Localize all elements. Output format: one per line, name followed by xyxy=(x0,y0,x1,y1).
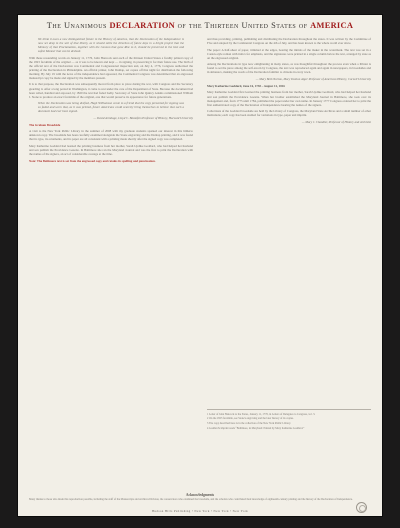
right-signature: — Mary Beth Norton, Mary Donlon Alger Professor of American History, Cornell University xyxy=(255,76,371,81)
left-signature: — David Armitage, Lloyd C. Blankfein Professor of History, Harvard University xyxy=(93,115,193,120)
footnote-rule xyxy=(207,409,371,410)
seal-emblem xyxy=(356,502,367,513)
right-paragraph-1: and thus providing, printing, publishing and distributing the Declaration throughout the states. It was written by the Committee of Five and adopted by the Continental Congress on the 4th of July, and has been known to the whole world ever since. xyxy=(207,37,371,46)
right-paragraph-3: Among the Declarations in type now enlightening in many states, as was thoughtful throughout the process even when a Printer is found to set the piece among the self-sworn by Congress, the text was reproduced again and again in newspapers, in broadsides and in almanacs, making the words of the Declaration familiar to citizens in every town. xyxy=(207,62,371,75)
left-paragraph-2: It is to that purpose, the Declaration was subsequently moved from place to place during the war, with Congress and the Secretary guarding it. After a long period in Washington, it came to rest under the care of the Department of State. Because the document had been rolled, handled and exposed, by 1820 the text had faded badly. Secretary of State John Quincy Adams commissioned William J. Stone to produce an exact facsimile of the original, one that would preserve its appearance for future generations. xyxy=(29,82,193,99)
footnotes xyxy=(207,406,371,432)
right-column xyxy=(207,37,371,403)
right-signature-2: — Mary J. Chandler, Professor of History and Archivist xyxy=(301,119,371,124)
right-paragraph-2: The paper: A half-sheet of paper, trimmed at the edges, bearing the initials of the maker in the watermark. The text was set in a Caslon-style roman with italics for emphasis, and the signatures were printed in a single column below the text, arranged by state as on the engrossed original. xyxy=(207,47,371,60)
acknowledgments-heading: Acknowledgments xyxy=(185,493,215,497)
right-paragraph-5: Collections of the Goddard broadside are held by the Library of Congress, the Maryland State Archives and a small number of other institutions; each copy has been studied for variations in type, paper and imprint. xyxy=(207,109,371,118)
acknowledgments xyxy=(29,493,371,502)
title-middle: of the Thirteen United States of xyxy=(177,21,308,30)
title-highlight: DECLARATION xyxy=(109,21,175,30)
left-paragraph-1: With these resounding words on January 11, 1776, John Hancock sent each of the thirteen United States a freshly printed copy of the 1823 facsimile of the original — as it was to be known and kept — in signing, in preserving it for their future use. The birth of the official text of the Declaration was Continental and Congressional inspection and, on July 4, 1776, Congress authorized the printing of the Declaration in Philadelphia. An official printer, John Dunlap, set copies off that night for distribution the following morning. By July 19 with the news of the independence had appeared, the Continental Congress was determined that an engrossed manuscript copy be made and signed by the members present. xyxy=(29,55,193,80)
publisher-line: Hudson Hills Publishing • New York • New York • New York xyxy=(151,509,249,513)
left-paragraph-3: A visit to the New York Public Library in the summer of 2008 with my graduate students sparked our interest in this hitherto unknown copy. The broadside has been carefully examined alongside the Stone engraving and the Dunlap printing, and it was found that its type, its ornaments, and its paper are all consistent with a printing made shortly after the signed copy was completed. xyxy=(29,129,193,142)
right-heading: Mary Katherine Goddard, June 16, 1738 – August 12, 1816 xyxy=(207,83,285,88)
left-quote: When the Declaration was being drafted, Hugh Williamson wrote to a friend that the copy presented for signing was so faded and worn that, as it was printed, future Americans could scarcely bring themselves to believe that such a document had ever been signed. xyxy=(38,101,184,114)
right-paragraph-4: Mary Katherine Goddard first learned the printing business from her mother, Sarah Updike Goddard, who had helped her husband and son publish the Providence Gazette. When her brother established the Maryland Journal in Baltimore, she took over its management and, from 1775 until 1784, published the paper under her own name. In January 1777 Congress ordered her to print the first authenticated copy of the Declaration of Independence bearing the names of the signers. xyxy=(207,90,371,107)
left-red-note: Note: The Baltimore text is set from the engrossed copy and retains its spelling and punctuation. xyxy=(29,158,156,163)
footnote: 4 Goddard's imprint reads “Baltimore, in Maryland: Printed by Mary Katharine Goddard.” xyxy=(207,426,305,430)
footnote: 1 Letter of John Hancock to the States, January 11, 1776, in Letters of Delegates to Congress, vol. 3. xyxy=(207,412,316,416)
acknowledgments-text: Many thanks to those who made this reproduction possible, including the staff of the Manuscripts and Archives Division, the conservators who examined the broadside, and the scholars who contributed their knowledge of eighteenth-century printing and the history of the Declaration of Independence. xyxy=(29,498,353,501)
left-column xyxy=(29,37,193,489)
title-suffix: AMERICA xyxy=(310,21,354,30)
document-title xyxy=(17,21,383,30)
title-prefix: The Unanimous xyxy=(46,21,107,30)
epigraph: We think it owes a new distinguished fixture in the History of America, that the Declaration of the Independence is now set deep in the soil of that liberty, as it should settle the direction of future days in a bright project that the Memory of that Proclamation, together with the Cannon that gave Rise to it, should be preserved in the best and safest Manner that can be devised. xyxy=(38,37,184,54)
document-sheet xyxy=(17,14,383,517)
left-heading: The Graham Broadside xyxy=(29,122,61,127)
footnote: 2 On the 1823 facsimile, see Stone's engraving and the later history of its copies. xyxy=(207,417,294,421)
left-paragraph-4: Mary Katherine Goddard had learned the printing business from her mother, Sarah Updike Goddard, who had helped her husband and son publish the Providence Gazette. In Baltimore she ran the Maryland Journal and was the first to print the Declaration with the names of the signers, an act of considerable courage at the time. xyxy=(29,144,193,157)
footnote: 3 The copy described here is in the collection of the New York Public Library. xyxy=(207,422,291,426)
